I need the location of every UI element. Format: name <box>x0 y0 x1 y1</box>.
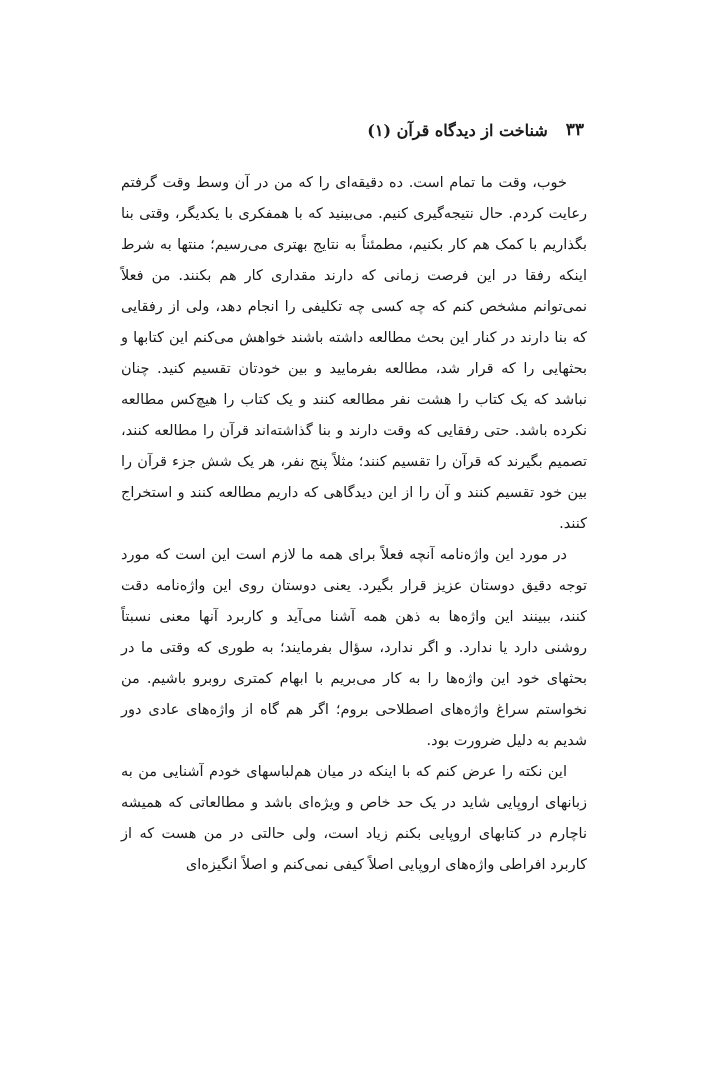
page-number: ۳۳ <box>565 120 584 140</box>
paragraph: در مورد این واژه‌نامه آنچه فعلاً برای همه ما لازم است این است که مورد توجه دقیق دوستان عزیز قرار بگیرد. یعنی دوستان روی این واژه‌نامه دقت کنند، ببینند این واژه‌ها به ذهن همه آشنا می‌آید و کاربرد آنها معنی نسبتاً روشنی دارد یا ندارد. و اگر ندارد، سؤال بفرمایند؛ به طوری که وقتی ما در بحثهای خود این واژه‌ها را به کار می‌بریم با ابهام کمتری روبرو باشیم. من نخواستم سراغ واژه‌های اصطلاحی بروم؛ اگر هم گاه از واژه‌های عادی دور شدیم به دلیل ضرورت بود. <box>121 547 587 749</box>
paragraph: این نکته را عرض کنم که با اینکه در میان هم‌لباسهای خودم آشنایی من به زبانهای اروپایی شاید در یک حد خاص و ویژه‌ای باشد و مطالعاتی که همیشه ناچارم در کتابهای اروپایی بکنم زیاد است، ولی حالتی در من هست که از کاربرد افراطی واژه‌های اروپایی اصلاً کیفی نمی‌کنم و اصلاً انگیزه‌ای <box>121 764 587 873</box>
running-header <box>124 116 584 144</box>
body-text <box>121 168 587 881</box>
paragraph: خوب، وقت ما تمام است. ده دقیقه‌ای را که من در آن وسط وقت گرفتم رعایت کردم. حال نتیجه‌گیری کنیم. می‌بینید که با همفکری با یکدیگر، وقتی بنا بگذاریم با کمک هم کار بکنیم، مطمئناً به نتایج بهتری می‌رسیم؛ منتها به شرط اینکه رفقا در این فرصت زمانی که دارند مقداری کار هم بکنند. من فعلاً نمی‌توانم مشخص کنم که چه کسی چه تکلیفی را انجام دهد، ولی از رفقایی که بنا دارند در کنار این بحث مطالعه داشته باشند خواهش می‌کنم این کتابها و بحثهایی را که قرار شد، مطالعه بفرمایید و بین خودتان تقسیم کنید. چنان نباشد که یک کتاب را هشت نفر مطالعه کنند و یک کتاب را هیچ‌کس مطالعه نکرده باشد. حتی رفقایی که وقت دارند و بنا گذاشته‌اند قرآن را مطالعه کنند، تصمیم بگیرند که قرآن را تقسیم کنند؛ مثلاً پنج نفر، هر یک شش جزء قرآن را بین خود تقسیم کنند و آن را از این دیدگاهی که داریم مطالعه کنند و استخراج کنند. <box>121 175 587 532</box>
chapter-title: شناخت از دیدگاه قرآن (۱) <box>367 120 548 140</box>
